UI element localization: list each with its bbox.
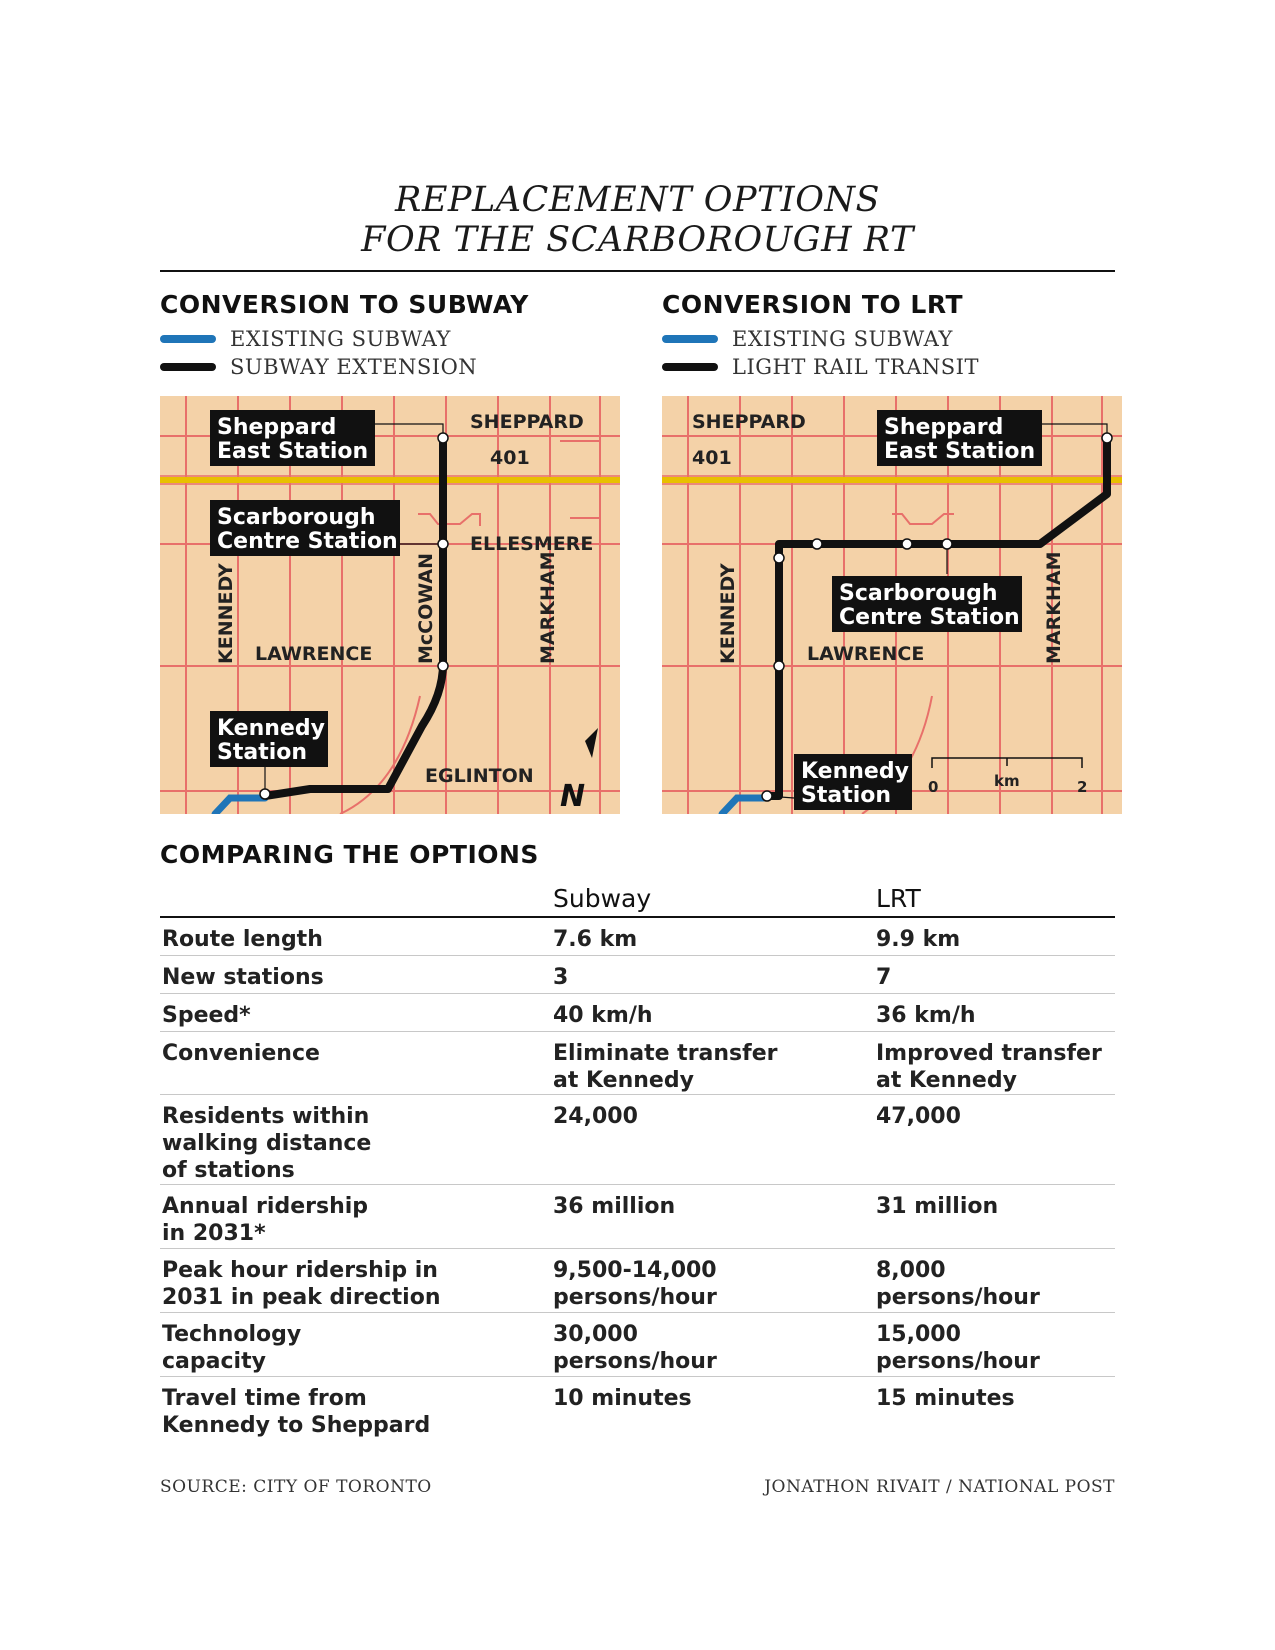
comparison-table (160, 880, 1115, 1443)
lrt-panel-heading: CONVERSION TO LRT (662, 290, 964, 319)
station-label-sheppard-east-2: East Station (217, 439, 369, 464)
row-label: Annual ridership in 2031* (162, 1194, 369, 1246)
graphic-title-line-1: REPLACEMENT OPTIONS (395, 180, 880, 220)
street-label-mccowan: McCOWAN (415, 553, 437, 664)
station-label-kennedy-1: Kennedy (801, 759, 909, 784)
subway-value: Eliminate transfer at Kennedy (553, 1041, 778, 1093)
row-label: New stations (162, 965, 324, 990)
lrt-legend-existing (662, 326, 953, 352)
legend-label: EXISTING SUBWAY (732, 327, 953, 351)
author-credit: JONATHON RIVAIT / NATIONAL POST (764, 1477, 1115, 1497)
subway-value: 36 million (553, 1194, 676, 1219)
station-label-scarborough-centre-2: Centre Station (839, 605, 1020, 630)
subway-legend-extension (160, 354, 477, 380)
source-credit: SOURCE: CITY OF TORONTO (160, 1477, 432, 1497)
lrt-value: 8,000 persons/hour (876, 1258, 1040, 1310)
scale-bar-unit: km (994, 772, 1020, 790)
station-label-scarborough-centre-1: Scarborough (839, 581, 998, 606)
street-label-lawrence: LAWRENCE (255, 643, 373, 665)
station-label-kennedy-2: Station (217, 740, 308, 765)
scale-bar-start: 0 (928, 778, 939, 796)
legend-label: LIGHT RAIL TRANSIT (732, 355, 979, 379)
table-row (160, 994, 1115, 1032)
table-row (160, 1377, 1115, 1443)
station-label-kennedy-2: Station (801, 783, 892, 808)
row-label: Residents within walking distance of stations (162, 1104, 372, 1183)
table-row (160, 1095, 1115, 1185)
station-marker-kennedy (260, 789, 270, 799)
lrt-value: 36 km/h (876, 1003, 976, 1028)
table-row (160, 1313, 1115, 1377)
station-marker (812, 539, 822, 549)
street-label-kennedy: KENNEDY (215, 563, 237, 664)
subway-value: 7.6 km (553, 927, 638, 952)
station-marker (774, 553, 784, 563)
row-label: Convenience (162, 1041, 320, 1066)
street-label-kennedy: KENNEDY (717, 563, 739, 664)
legend-label: SUBWAY EXTENSION (230, 355, 478, 379)
subway-value: 3 (553, 965, 569, 990)
lrt-value: 31 million (876, 1194, 999, 1219)
lrt-legend-lrt (662, 354, 979, 380)
subway-value: 9,500-14,000 persons/hour (553, 1258, 717, 1310)
column-header-lrt: LRT (876, 884, 921, 913)
station-marker-sheppard-east (1102, 433, 1112, 443)
subway-legend-existing (160, 326, 451, 352)
table-row (160, 918, 1115, 956)
north-arrow-label: N (560, 779, 586, 814)
station-marker-kennedy (762, 791, 772, 801)
lrt-value: Improved transfer at Kennedy (876, 1041, 1102, 1093)
lrt-value: 9.9 km (876, 927, 961, 952)
station-marker-lawrence (774, 661, 784, 671)
street-label-sheppard: SHEPPARD (692, 411, 806, 433)
table-row (160, 1185, 1115, 1249)
subway-value: 24,000 (553, 1104, 638, 1129)
lrt-value: 15,000 persons/hour (876, 1322, 1040, 1374)
station-marker (902, 539, 912, 549)
station-label-sheppard-east-2: East Station (884, 439, 1036, 464)
street-label-markham: MARKHAM (537, 551, 559, 664)
blue-line-swatch (160, 335, 216, 343)
subway-value: 30,000 persons/hour (553, 1322, 717, 1374)
station-label-kennedy-1: Kennedy (217, 716, 325, 741)
table-row (160, 1249, 1115, 1313)
column-header-subway: Subway (553, 884, 652, 913)
station-label-scarborough-centre-2: Centre Station (217, 529, 398, 554)
scale-bar-end: 2 (1077, 778, 1088, 796)
station-label-sheppard-east-1: Sheppard (884, 415, 1004, 440)
street-label-401: 401 (692, 447, 732, 469)
title-divider (160, 270, 1115, 272)
lrt-value: 47,000 (876, 1104, 961, 1129)
lrt-value: 7 (876, 965, 892, 990)
station-marker-sheppard-east (438, 433, 448, 443)
street-label-lawrence: LAWRENCE (807, 643, 925, 665)
table-row (160, 956, 1115, 994)
black-line-swatch (160, 363, 216, 371)
comparison-heading: COMPARING THE OPTIONS (160, 840, 539, 869)
subway-map (160, 396, 620, 814)
row-label: Peak hour ridership in 2031 in peak direction (162, 1258, 441, 1310)
black-line-swatch (662, 363, 718, 371)
street-label-sheppard: SHEPPARD (470, 411, 584, 433)
station-label-sheppard-east-1: Sheppard (217, 415, 337, 440)
street-label-401: 401 (490, 447, 530, 469)
street-label-markham: MARKHAM (1043, 551, 1065, 664)
station-label-scarborough-centre-1: Scarborough (217, 505, 376, 530)
blue-line-swatch (662, 335, 718, 343)
row-label: Route length (162, 927, 323, 952)
table-row (160, 1032, 1115, 1095)
subway-value: 10 minutes (553, 1386, 692, 1411)
station-marker-scarborough-centre (942, 539, 952, 549)
subway-value: 40 km/h (553, 1003, 653, 1028)
station-marker-scarborough-centre (438, 539, 448, 549)
graphic-title-line-2: FOR THE SCARBOROUGH RT (361, 220, 914, 260)
row-label: Speed* (162, 1003, 251, 1028)
row-label: Technology capacity (162, 1322, 302, 1374)
street-label-eglinton: EGLINTON (425, 765, 534, 787)
table-header-row (160, 880, 1115, 918)
legend-label: EXISTING SUBWAY (230, 327, 451, 351)
lrt-value: 15 minutes (876, 1386, 1015, 1411)
row-label: Travel time from Kennedy to Sheppard (162, 1386, 431, 1438)
street-label-ellesmere: ELLESMERE (470, 533, 594, 555)
lrt-map (662, 396, 1122, 814)
subway-panel-heading: CONVERSION TO SUBWAY (160, 290, 529, 319)
station-marker-lawrence (438, 661, 448, 671)
